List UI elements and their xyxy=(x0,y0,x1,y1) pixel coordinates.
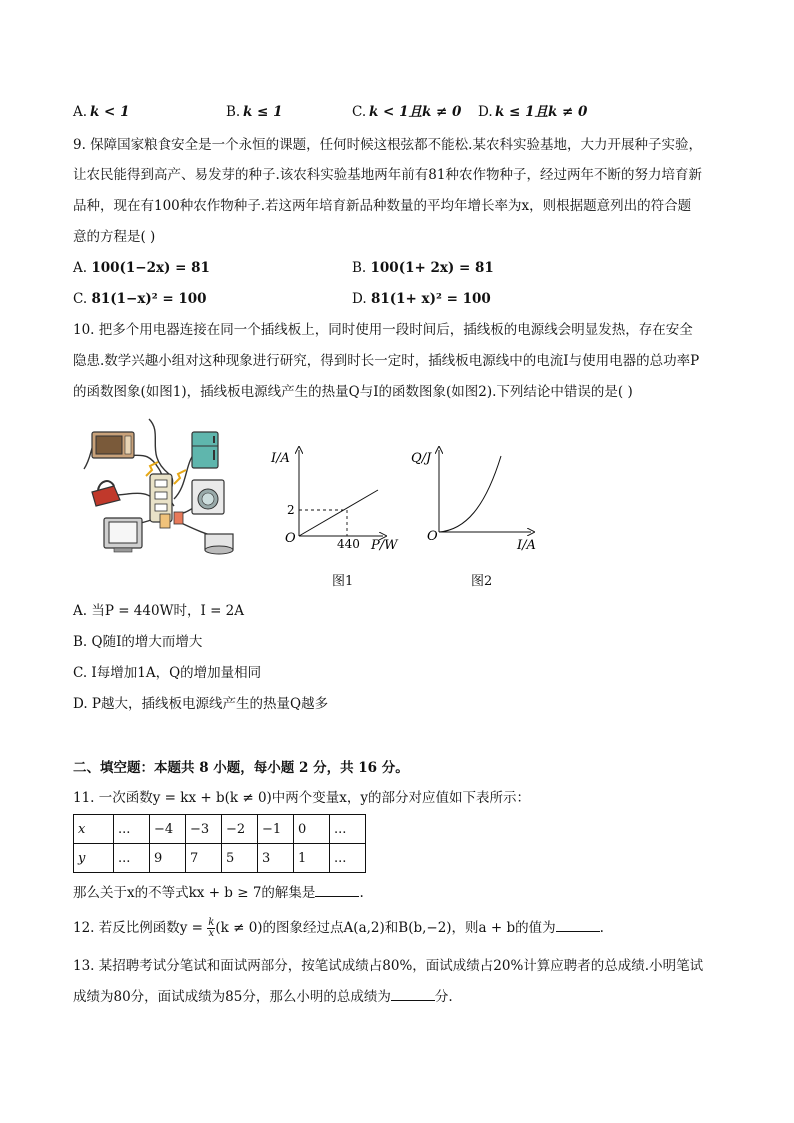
microwave-icon xyxy=(92,432,134,458)
q12-line: 12. 若反比例函数y = $\frac{k}{x}$ (k ≠ 0)的图象经过点A(a,2)和B(b,−2)，则a + b的值为 . xyxy=(73,917,604,939)
q10-option-b: B. Q随I的增大而增大 xyxy=(73,634,203,650)
table-cell: ... xyxy=(114,815,150,844)
q8-option-d: D. xyxy=(478,104,493,120)
fig2-ylabel: Q/J xyxy=(411,451,432,466)
q9-option-b: B. 100(1+ 2x) = 81 xyxy=(352,260,494,276)
fig2-origin: O xyxy=(427,529,438,544)
table-row xyxy=(74,844,366,873)
iron-icon xyxy=(92,481,120,506)
figure-2-graph xyxy=(405,438,555,558)
appliances-illustration xyxy=(74,414,244,562)
q8-option-c-expr: k < 1且k ≠ 0 xyxy=(369,104,462,120)
figure-1-caption: 图1 xyxy=(332,574,354,589)
table-cell: −4 xyxy=(150,815,186,844)
answer-blank[interactable] xyxy=(315,884,359,897)
q8-option-b: B. xyxy=(226,104,241,120)
q8-option-a: A. xyxy=(73,104,88,120)
refrigerator-icon xyxy=(192,432,218,468)
q10-line-1: 10. 把多个用电器连接在同一个插线板上，同时使用一段时间后，插线板的电源线会明显发热，存在安全 xyxy=(73,322,693,338)
q8-option-a-expr: k < 1 xyxy=(90,104,130,120)
q8-option-c: C. xyxy=(352,104,367,120)
washing-machine-icon xyxy=(192,480,224,514)
q9-option-a: A. 100(1−2x) = 81 xyxy=(73,260,210,276)
fig1-xtick: 440 xyxy=(337,537,360,551)
q10-line-3: 的函数图象(如图1)，插线板电源线产生的热量Q与I的函数图象(如图2).下列结论中错误的是( ) xyxy=(73,384,633,400)
q8-option-d-expr: k ≤ 1且k ≠ 0 xyxy=(495,104,588,120)
table-cell: 9 xyxy=(150,844,186,873)
fig1-ylabel: I/A xyxy=(271,451,290,466)
q10-line-2: 隐患.数学兴趣小组对这种现象进行研究，得到时长一定时，插线板电源线中的电流I与使用电器的总功率P xyxy=(73,353,700,369)
section-2-title: 二、填空题：本题共 8 小题，每小题 2 分，共 16 分。 xyxy=(73,760,409,776)
figure-2-caption: 图2 xyxy=(471,574,493,589)
q9-option-c: C. 81(1−x)² = 100 xyxy=(73,291,207,307)
fig2-xlabel: I/A xyxy=(517,538,536,553)
television-icon xyxy=(104,518,142,552)
q10-option-a: A. 当P = 440W时，I = 2A xyxy=(73,603,245,619)
q12-fraction: $\frac{k}{x}$ xyxy=(208,917,215,939)
table-cell: x xyxy=(74,815,114,844)
table-cell: 7 xyxy=(186,844,222,873)
q10-option-d: D. P越大，插线板电源线产生的热量Q越多 xyxy=(73,696,329,712)
answer-blank[interactable] xyxy=(391,988,435,1001)
q9-line-3: 品种，现在有100种农作物种子.若这两年培育新品种数量的平均年增长率为x，则根据题意列出的符合题 xyxy=(73,198,692,214)
table-cell: ... xyxy=(330,815,366,844)
table-row xyxy=(74,815,366,844)
q13-line-1: 13. 某招聘考试分笔试和面试两部分，按笔试成绩占80%，面试成绩占20%计算应聘者的总成绩.小明笔试 xyxy=(73,958,704,974)
q9-line-2: 让农民能得到高产、易发芽的种子.该农科实验基地两年前有81种农作物种子，经过两年不断的努力培育新 xyxy=(73,167,702,183)
table-cell: 5 xyxy=(222,844,258,873)
answer-blank[interactable] xyxy=(556,919,600,932)
q9-option-d: D. 81(1+ x)² = 100 xyxy=(352,291,491,307)
table-cell: ... xyxy=(114,844,150,873)
table-cell: −2 xyxy=(222,815,258,844)
q10-option-c: C. I每增加1A，Q的增加量相同 xyxy=(73,665,262,681)
table-cell: 3 xyxy=(258,844,294,873)
table-cell: 1 xyxy=(294,844,330,873)
fig1-xlabel: P/W xyxy=(371,538,398,553)
fig1-origin: O xyxy=(285,531,296,546)
q11-value-table xyxy=(73,814,366,873)
q9-line-4: 意的方程是( ) xyxy=(73,229,156,245)
q8-option-b-expr: k ≤ 1 xyxy=(243,104,283,120)
q13-line-2: 成绩为80分，面试成绩为85分，那么小明的总成绩为 分. xyxy=(73,989,453,1005)
rice-cooker-icon xyxy=(205,534,233,554)
fig1-ytick: 2 xyxy=(287,503,295,517)
table-cell: −1 xyxy=(258,815,294,844)
table-cell: y xyxy=(74,844,114,873)
q11-stem: 11. 一次函数y = kx + b(k ≠ 0)中两个变量x，y的部分对应值如下表所示： xyxy=(73,790,531,806)
figure-1-graph xyxy=(265,438,415,558)
q11-after: 那么关于x的不等式kx + b ≥ 7的解集是 . xyxy=(73,885,364,901)
q9-line-1: 9. 保障国家粮食安全是一个永恒的课题，任何时候这根弦都不能松.某农科实验基地，大力开展种子实验， xyxy=(73,137,702,153)
table-cell: −3 xyxy=(186,815,222,844)
table-cell: 0 xyxy=(294,815,330,844)
table-cell: ... xyxy=(330,844,366,873)
